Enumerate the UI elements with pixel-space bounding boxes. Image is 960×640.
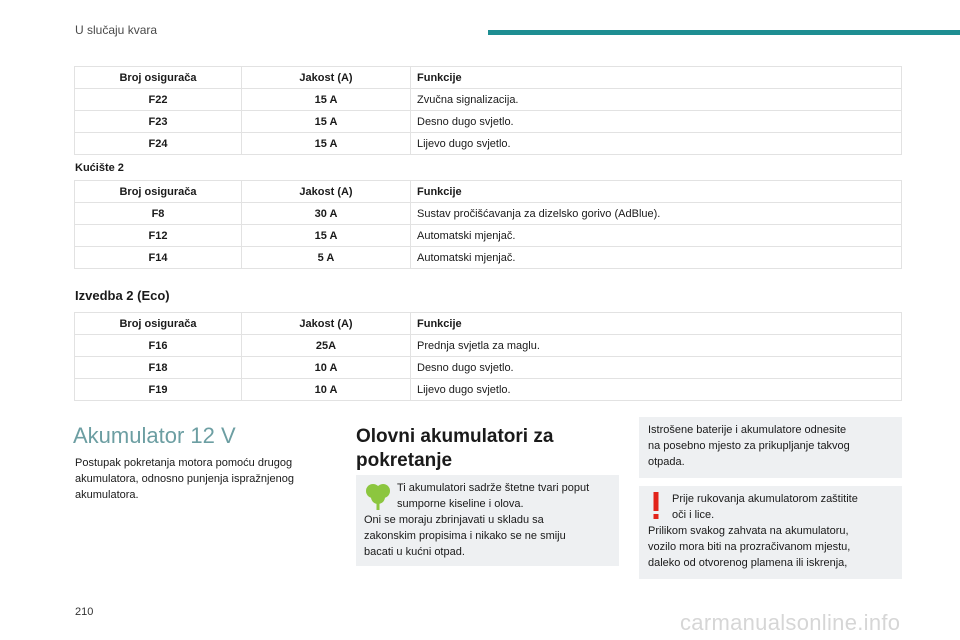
fuse-function: Lijevo dugo svjetlo. xyxy=(411,379,902,401)
page-number: 210 xyxy=(75,606,94,618)
recycling-text xyxy=(648,422,850,470)
fuse-amperage: 5 A xyxy=(242,247,411,269)
header-amperage: Jakost (A) xyxy=(242,67,411,89)
text-line: otpada. xyxy=(648,456,685,468)
fuse-amperage: 10 A xyxy=(242,379,411,401)
text-line: daleko od otvorenog plamena ili iskrenja, xyxy=(648,557,848,569)
fuse-number: F12 xyxy=(75,225,242,247)
fuse-number: F19 xyxy=(75,379,242,401)
fuse-amperage: 15 A xyxy=(242,225,411,247)
fuse-table-1 xyxy=(74,66,902,155)
text-line: Oni se moraju zbrinjavati u skladu sa xyxy=(364,514,544,526)
fuse-amperage: 30 A xyxy=(242,203,411,225)
header-fuse-number: Broj osigurača xyxy=(75,313,242,335)
table-row xyxy=(75,133,902,155)
warning-text-bottom xyxy=(648,523,850,571)
text-line: vozilo mora biti na prozračivanom mjestu, xyxy=(648,541,851,553)
fuse-table-3 xyxy=(74,312,902,401)
eco-text-bottom xyxy=(364,512,566,560)
table-row xyxy=(75,225,902,247)
heading-line: pokretanje xyxy=(356,450,453,471)
text-line: bacati u kućni otpad. xyxy=(364,546,465,558)
fuse-function: Zvučna signalizacija. xyxy=(411,89,902,111)
fuse-number: F8 xyxy=(75,203,242,225)
fuse-number: F14 xyxy=(75,247,242,269)
table-header-row xyxy=(75,181,902,203)
fuse-amperage: 15 A xyxy=(242,89,411,111)
table-row xyxy=(75,203,902,225)
fuse-number: F23 xyxy=(75,111,242,133)
text-line: akumulatora, odnosno punjenja ispražnjenog xyxy=(75,473,294,485)
warning-box xyxy=(639,486,902,579)
text-line: Postupak pokretanja motora pomoću drugog xyxy=(75,457,293,469)
fuse-amperage: 10 A xyxy=(242,357,411,379)
fuse-function: Sustav pročišćavanja za dizelsko gorivo (AdBlue). xyxy=(411,203,902,225)
warning-text-top xyxy=(672,491,858,523)
table-row xyxy=(75,357,902,379)
box2-label: Kućište 2 xyxy=(75,162,124,174)
header-functions: Funkcije xyxy=(411,67,902,89)
watermark: carmanualsonline.info xyxy=(680,610,901,635)
battery-intro-text xyxy=(75,455,294,503)
fuse-amperage: 15 A xyxy=(242,133,411,155)
section-header: U slučaju kvara xyxy=(75,23,158,37)
lead-battery-heading xyxy=(356,425,606,473)
text-line: oči i lice. xyxy=(672,509,715,521)
header-functions: Funkcije xyxy=(411,313,902,335)
table-row xyxy=(75,111,902,133)
fuse-number: F22 xyxy=(75,89,242,111)
header-fuse-number: Broj osigurača xyxy=(75,181,242,203)
fuse-function: Desno dugo svjetlo. xyxy=(411,111,902,133)
header-fuse-number: Broj osigurača xyxy=(75,67,242,89)
table-header-row xyxy=(75,313,902,335)
version2-heading: Izvedba 2 (Eco) xyxy=(75,288,170,303)
table-header-row xyxy=(75,67,902,89)
recycling-info-box xyxy=(639,417,902,478)
fuse-number: F18 xyxy=(75,357,242,379)
text-line: akumulatora. xyxy=(75,489,139,501)
eco-info-box xyxy=(356,475,619,566)
table-row xyxy=(75,89,902,111)
eco-tree-icon xyxy=(365,481,391,511)
fuse-amperage: 25A xyxy=(242,335,411,357)
text-line: Prilikom svakog zahvata na akumulatoru, xyxy=(648,525,849,537)
header-amperage: Jakost (A) xyxy=(242,313,411,335)
fuse-table-2 xyxy=(74,180,902,269)
text-line: Prije rukovanja akumulatorom zaštitite xyxy=(672,493,858,505)
fuse-number: F24 xyxy=(75,133,242,155)
table-row xyxy=(75,379,902,401)
warning-exclamation-icon xyxy=(651,492,661,520)
text-line: zakonskim propisima i nikako se ne smiju xyxy=(364,530,566,542)
fuse-number: F16 xyxy=(75,335,242,357)
fuse-function: Prednja svjetla za maglu. xyxy=(411,335,902,357)
fuse-function: Automatski mjenjač. xyxy=(411,225,902,247)
header-amperage: Jakost (A) xyxy=(242,181,411,203)
fuse-function: Desno dugo svjetlo. xyxy=(411,357,902,379)
text-line: Istrošene baterije i akumulatore odnesite xyxy=(648,424,847,436)
eco-text-top xyxy=(397,480,589,512)
text-line: na posebno mjesto za prikupljanje takvog xyxy=(648,440,850,452)
fuse-amperage: 15 A xyxy=(242,111,411,133)
text-line: Ti akumulatori sadrže štetne tvari poput xyxy=(397,482,590,494)
heading-line: Olovni akumulatori za xyxy=(356,426,554,447)
text-line: sumporne kiseline i olova. xyxy=(397,498,524,510)
table-row xyxy=(75,247,902,269)
table-row xyxy=(75,335,902,357)
fuse-function: Lijevo dugo svjetlo. xyxy=(411,133,902,155)
header-accent-bar xyxy=(488,30,960,35)
fuse-function: Automatski mjenjač. xyxy=(411,247,902,269)
battery-section-title: Akumulator 12 V xyxy=(73,423,236,448)
header-functions: Funkcije xyxy=(411,181,902,203)
